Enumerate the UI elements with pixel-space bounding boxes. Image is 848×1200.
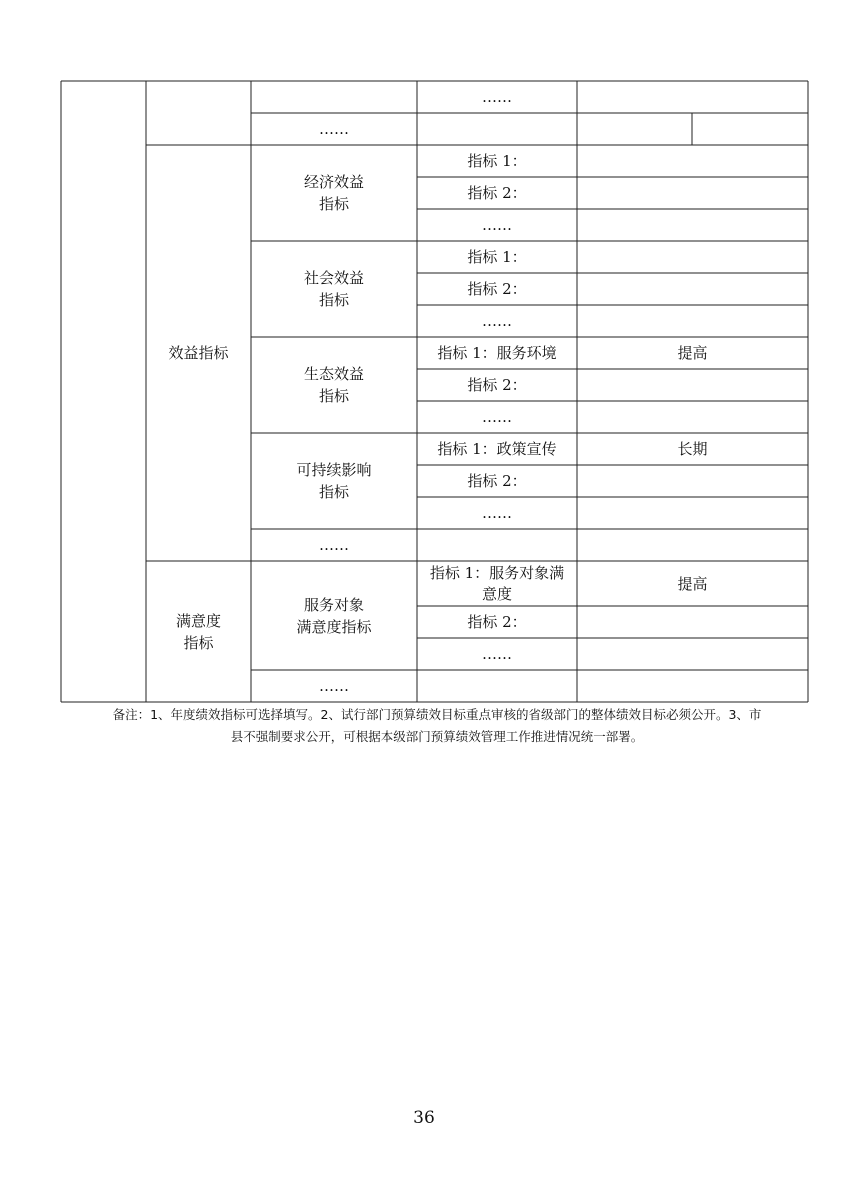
secondary-sustainable-line1: 可持续影响 bbox=[296, 461, 372, 479]
secondary-social-line1: 社会效益 bbox=[303, 269, 364, 287]
ecological-indicator-1: 指标 1：服务环境 bbox=[437, 344, 557, 362]
secondary-economic bbox=[251, 145, 417, 241]
service-indicator-1-line2: 意度 bbox=[481, 584, 512, 603]
secondary-sustainable bbox=[251, 433, 417, 529]
secondary-economic-line2: 指标 bbox=[318, 195, 349, 213]
secondary-service-line2: 满意度指标 bbox=[296, 617, 372, 636]
service-indicator-more: …… bbox=[482, 645, 512, 663]
economic-indicator-more: …… bbox=[482, 216, 512, 234]
secondary-ecological-line2: 指标 bbox=[318, 387, 349, 405]
category-benefit: 效益指标 bbox=[168, 344, 229, 362]
secondary-social bbox=[251, 241, 417, 337]
table-note-line1: 备注：1、年度绩效指标可选择填写。2、试行部门预算绩效目标重点审核的省级部门的整体绩效目标必须公开。3、市 bbox=[112, 707, 762, 722]
secondary-ecological bbox=[251, 337, 417, 433]
social-indicator-more: …… bbox=[482, 312, 512, 330]
ecological-indicator-more: …… bbox=[482, 408, 512, 426]
top-row1-indicator: …… bbox=[482, 88, 512, 106]
ecological-indicator-2: 指标 2： bbox=[467, 376, 527, 394]
sustainable-indicator-more: …… bbox=[482, 504, 512, 522]
secondary-service-satisfaction bbox=[251, 561, 417, 670]
top-row2-secondary: …… bbox=[319, 120, 349, 138]
satisfaction-secondary-more: …… bbox=[319, 677, 349, 695]
category-satisfaction bbox=[146, 561, 251, 702]
secondary-social-line2: 指标 bbox=[318, 291, 349, 309]
service-indicator-2: 指标 2： bbox=[467, 613, 527, 631]
service-indicator-1-value: 提高 bbox=[677, 574, 708, 593]
service-indicator-1-line1: 指标 1：服务对象满 bbox=[429, 563, 565, 582]
secondary-sustainable-line2: 指标 bbox=[318, 483, 349, 501]
secondary-ecological-line1: 生态效益 bbox=[303, 365, 364, 383]
ecological-indicator-1-value: 提高 bbox=[677, 344, 708, 362]
sustainable-indicator-2: 指标 2： bbox=[467, 472, 527, 490]
sustainable-indicator-1: 指标 1：政策宣传 bbox=[437, 440, 557, 458]
benefit-secondary-more: …… bbox=[319, 536, 349, 554]
category-satisfaction-line1: 满意度 bbox=[175, 611, 221, 630]
secondary-economic-line1: 经济效益 bbox=[303, 173, 364, 191]
social-indicator-2: 指标 2： bbox=[467, 280, 527, 298]
table-note bbox=[66, 704, 808, 748]
page-number: 36 bbox=[413, 1108, 435, 1128]
category-satisfaction-line2: 指标 bbox=[183, 633, 214, 652]
social-indicator-1: 指标 1： bbox=[467, 248, 527, 266]
economic-indicator-2: 指标 2： bbox=[467, 184, 527, 202]
table-note-line2: 县不强制要求公开，可根据本级部门预算绩效管理工作推进情况统一部署。 bbox=[230, 729, 644, 744]
secondary-service-line1: 服务对象 bbox=[303, 595, 364, 614]
sustainable-indicator-1-value: 长期 bbox=[677, 440, 708, 458]
service-indicator-1 bbox=[417, 561, 577, 606]
economic-indicator-1: 指标 1： bbox=[467, 152, 527, 170]
